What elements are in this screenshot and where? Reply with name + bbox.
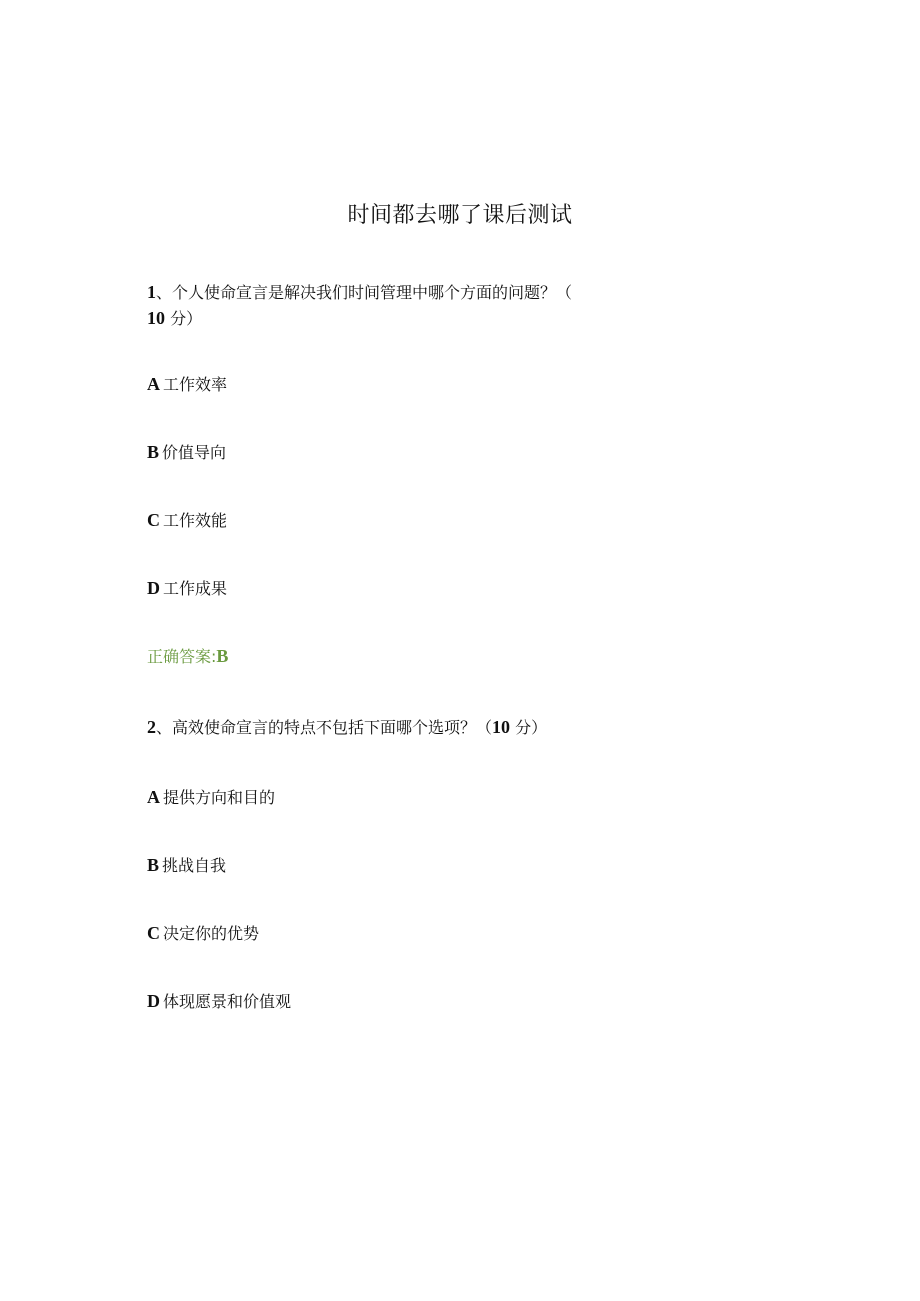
option-text: 工作效率 [163, 375, 228, 394]
option-1d[interactable] [147, 576, 227, 601]
score-number: 10 [147, 308, 165, 328]
option-text: 价值导向 [162, 443, 227, 462]
option-2b[interactable] [147, 853, 226, 878]
question-number: 2 [147, 717, 156, 737]
option-2d[interactable] [147, 989, 291, 1014]
option-letter: C [147, 923, 160, 943]
page-title: 时间都去哪了课后测试 [347, 203, 573, 228]
question-prompt: 高效使命宣言的特点不包括下面哪个选项？（ [172, 718, 493, 737]
option-2a[interactable] [147, 785, 275, 810]
score-unit: 分） [515, 718, 548, 737]
question-separator: 、 [156, 718, 173, 737]
question-1-text [147, 280, 572, 305]
question-number: 1 [147, 282, 156, 302]
question-1-score [147, 306, 202, 331]
option-text: 工作成果 [163, 579, 228, 598]
option-text: 提供方向和目的 [163, 788, 276, 807]
option-1c[interactable] [147, 508, 227, 533]
option-text: 决定你的优势 [163, 924, 260, 943]
option-letter: B [147, 442, 160, 462]
option-letter: D [147, 578, 160, 598]
correct-answer [147, 644, 228, 669]
option-letter: A [147, 787, 160, 807]
option-letter: B [147, 855, 160, 875]
option-text: 体现愿景和价值观 [163, 992, 292, 1011]
score-number: 10 [492, 717, 511, 737]
score-unit: 分） [170, 309, 203, 328]
question-2-text [147, 715, 547, 740]
option-letter: C [147, 510, 160, 530]
option-text: 挑战自我 [162, 856, 227, 875]
correct-answer-label: 正确答案: [147, 647, 217, 666]
option-2c[interactable] [147, 921, 259, 946]
option-1a[interactable] [147, 372, 227, 397]
option-letter: D [147, 991, 160, 1011]
option-letter: A [147, 374, 160, 394]
question-separator: 、 [156, 283, 173, 302]
option-text: 工作效能 [163, 511, 228, 530]
correct-answer-value: B [216, 646, 229, 666]
option-1b[interactable] [147, 440, 226, 465]
question-prompt: 个人使命宣言是解决我们时间管理中哪个方面的问题？（ [172, 283, 573, 302]
